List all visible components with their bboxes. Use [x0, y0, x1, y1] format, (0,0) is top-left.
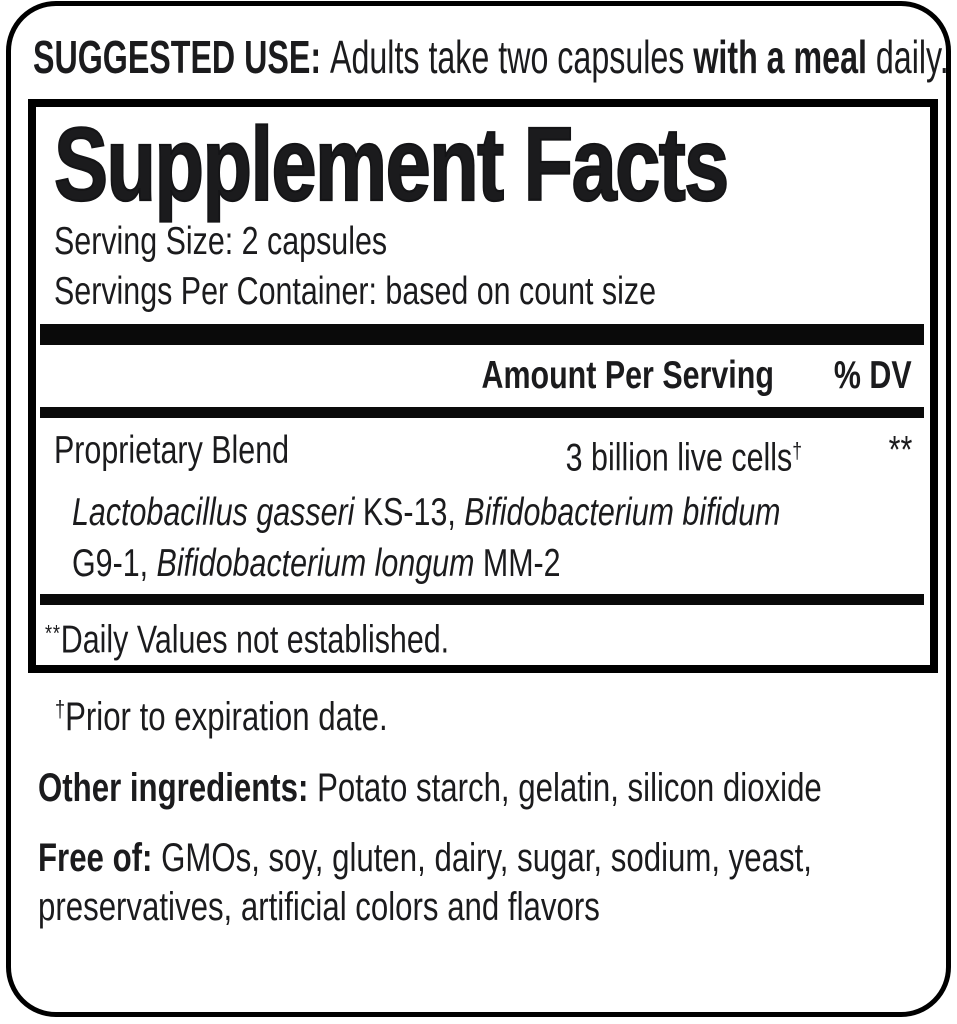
suggested-use-text-after: daily.: [866, 31, 949, 83]
facts-header-row: [54, 345, 912, 407]
other-ingredients-line: [38, 764, 946, 812]
free-of-line-1: [38, 834, 946, 883]
supplement-label-panel: [6, 1, 951, 1017]
blend-line-1: Lactobacillus gasseri KS-13, Bifidobacterium bifidum: [72, 490, 781, 534]
free-of-text-1: GMOs, soy, gluten, dairy, sugar, sodium, yeast,: [161, 836, 812, 881]
proprietary-blend-row: [54, 426, 912, 483]
dagger-superscript: †: [792, 437, 802, 463]
divider-medium-bar: [40, 407, 924, 418]
servings-per-container-line: [54, 267, 912, 317]
free-of-label: Free of:: [38, 836, 162, 881]
supplement-facts-title-text: Supplement Facts: [54, 106, 728, 223]
proprietary-blend-amount: 3 billion live cells†: [565, 435, 802, 479]
dagger-footnote-marker: †: [55, 695, 66, 722]
daily-values-note: **Daily Values not established.: [45, 618, 450, 662]
servings-per-container-text: Servings Per Container: based on count size: [54, 269, 656, 313]
supplement-facts-box: [28, 99, 938, 673]
suggested-use-label: SUGGESTED USE:: [33, 31, 331, 83]
free-of-line-2: [38, 883, 946, 932]
divider-thick-bar: [40, 324, 924, 345]
suggested-use-bold-phrase: with a meal: [693, 31, 867, 83]
prior-to-expiration-note: †Prior to expiration date.: [55, 694, 388, 739]
other-ingredients-text: Potato starch, gelatin, silicon dioxide: [317, 766, 822, 811]
free-of-block: [38, 834, 946, 932]
serving-size-line: [54, 217, 912, 267]
proprietary-blend-dv: **: [888, 428, 912, 472]
percent-dv-header: % DV: [834, 353, 912, 397]
double-asterisk-marker: **: [45, 619, 61, 646]
proprietary-blend-name: Proprietary Blend: [54, 428, 290, 472]
serving-size-text: Serving Size: 2 capsules: [54, 219, 388, 263]
blend-line-2: G9-1, Bifidobacterium longum MM-2: [72, 541, 561, 585]
divider-bottom-bar: [40, 594, 924, 605]
suggested-use-line: [33, 31, 949, 84]
blend-ingredient-list: [72, 487, 912, 589]
supplement-facts-title: [54, 106, 912, 223]
free-of-text-2: preservatives, artificial colors and flavors: [38, 885, 600, 930]
amount-per-serving-header: Amount Per Serving: [481, 353, 774, 397]
other-ingredients-label: Other ingredients:: [38, 766, 318, 811]
suggested-use-text-before: Adults take two capsules: [330, 31, 694, 83]
